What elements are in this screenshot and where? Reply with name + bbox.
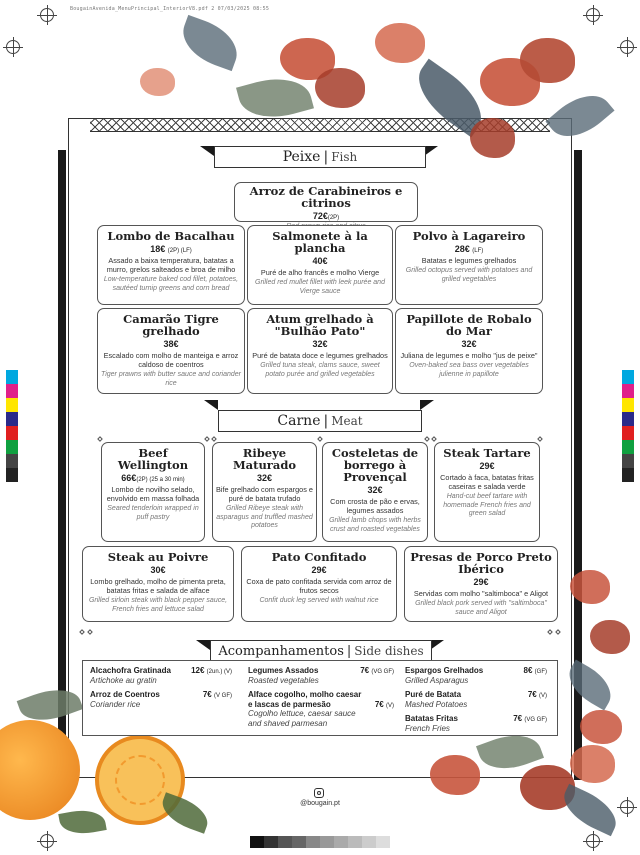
dish-description: Juliana de legumes e molho "jus de peixe" [400, 351, 538, 360]
dish-name: Pato Confitado [271, 550, 367, 564]
dish-english: Grilled tuna steak, clams sauce, sweet potato purée and grilled vegetables [260, 362, 380, 378]
side-dish-price: 7€ [513, 714, 523, 723]
section-banner-carne: Carne | Meat [218, 410, 422, 432]
side-dish-price: 7€ [202, 690, 212, 699]
dish-price: 66€ [121, 473, 137, 483]
instagram-icon [314, 788, 324, 798]
dish-description: Coxa de pato confitada servida com arroz de frutos secos [246, 577, 392, 595]
section-banner-peixe: Peixe | Fish [214, 146, 426, 168]
crop-mark [620, 40, 634, 54]
side-dish-price: 12€ [191, 666, 205, 675]
dish-card [241, 546, 397, 622]
dish-card [101, 442, 205, 542]
dish-card [247, 225, 393, 305]
side-dish-english: French Fries [405, 723, 450, 733]
dish-english: Grilled octopus served with potatoes and grilled vegetables [405, 267, 533, 283]
dish-name: Lombo de Bacalhau [107, 229, 235, 243]
banner-flag-right [424, 146, 438, 156]
crop-mark [586, 834, 600, 848]
dish-description: Bife grelhado com espargos e puré de batata trufado [216, 485, 313, 503]
dish-note: (2P) (LF) [167, 248, 192, 254]
section-subtitle: Side dishes [354, 644, 424, 658]
file-header: BougainAvenida_MenuPrincipal_InteriorV8.pdf 2 07/03/2025 08:55 [70, 6, 270, 12]
side-dish-price: 7€ [374, 700, 384, 709]
section-subtitle: Fish [331, 150, 358, 164]
dish-name: Camarão Tigre grelhado [123, 312, 219, 338]
dish-card [395, 308, 543, 394]
dish-description: Lombo grelhado, molho de pimenta preta, batatas fritas e salada de alface [90, 577, 226, 595]
side-dish-note: (V) [386, 703, 394, 709]
dish-price: 32€ [256, 473, 273, 483]
crop-mark [40, 8, 54, 22]
banner-flag-left [204, 400, 218, 410]
dish-card [212, 442, 317, 542]
color-bar-left [6, 370, 18, 482]
dish-description: Batatas e legumes grelhados [421, 256, 517, 265]
dish-description: Com crosta de pão e ervas, legumes assados [330, 497, 420, 515]
side-dish-item [405, 714, 547, 733]
section-title: Acompanhamentos [218, 643, 344, 659]
dish-price: 32€ [312, 339, 328, 349]
bougainvillea-bottom-illustration [410, 735, 630, 835]
dish-name: Arroz de Carabineiros e citrinos [249, 184, 403, 210]
side-dish-note: (GF) [534, 669, 547, 675]
dish-english: Grilled red mullet fillet with leek purée and Vierge sauce [255, 279, 385, 295]
dish-card [322, 442, 428, 542]
bougainvillea-right-illustration [560, 560, 640, 750]
featured-dish-card [234, 182, 418, 222]
side-dish-name: Batatas Fritas [405, 714, 458, 723]
dish-note: (LF) [472, 248, 484, 254]
dish-description: Puré de batata doce e legumes grelhados [252, 351, 388, 360]
side-dish-name: Arroz de Coentros [90, 690, 160, 699]
side-dish-note: (VG GF) [371, 669, 394, 675]
dish-card [97, 308, 245, 394]
side-dish-name: Alface cogolho, molho caesar e lascas de parmesão [248, 690, 362, 709]
side-dish-name: Espargos Grelhados [405, 666, 484, 675]
dish-english: Tiger prawns with butter sauce and coriander rice [101, 371, 242, 387]
dish-english: Grilled black pork served with "saltimboca" sauce and Aligot [415, 600, 547, 616]
side-dish-item [248, 690, 394, 728]
dish-english: Grilled lamb chops with herbs crust and roasted vegetables [329, 517, 421, 533]
frame-left-border [58, 150, 66, 780]
dish-name: Costeletas de borrego à Provençal [331, 446, 419, 484]
dish-english: Oven-baked sea bass over vegetables julienne in papillote [409, 362, 529, 378]
dish-card [434, 442, 540, 542]
dish-price: 30€ [150, 565, 166, 575]
side-dish-item [90, 666, 232, 685]
dish-description: Escalado com molho de manteiga e arroz caldoso de coentros [103, 351, 239, 369]
instagram-handle[interactable]: @bougain.pt [300, 800, 340, 807]
side-dish-english: Roasted vegetables [248, 675, 319, 685]
side-dish-note: (V) [539, 693, 547, 699]
section-subtitle: Meat [331, 414, 363, 428]
side-dish-item [90, 690, 232, 709]
side-dish-note: (2un.) (V) [206, 669, 232, 675]
dish-name: Ribeye Maturado [232, 446, 297, 472]
section-banner-sides: Acompanhamentos | Side dishes [210, 640, 432, 662]
side-dish-name: Puré de Batata [405, 690, 462, 699]
dish-english: Hand-cut beef tartare with homemade French fries and green salad [443, 493, 531, 518]
dish-name: Steak Tartare [443, 446, 531, 460]
banner-flag-right [430, 640, 444, 650]
dish-price: 72€ [312, 211, 328, 221]
side-dish-name: Alcachofra Gratinada [90, 666, 171, 675]
dish-description: Lombo de novilho selado, envolvido em massa folhada [106, 485, 200, 503]
side-dish-english: Mashed Potatoes [405, 699, 468, 709]
dish-name: Beef Wellington [117, 446, 189, 472]
dish-name: Steak au Poivre [107, 550, 209, 564]
side-dish-english: Grilled Asparagus [405, 675, 469, 685]
dish-price: 29€ [311, 565, 327, 575]
dish-description: Servidas com molho "saltimboca" e Aligot [413, 589, 549, 598]
grayscale-bar [250, 836, 390, 848]
dish-note: (2P) (25 a 30 min) [136, 477, 185, 483]
dish-english: Grilled Ribeye steak with asparagus and truffled mashed potatoes [216, 505, 313, 530]
banner-flag-left [196, 640, 210, 650]
section-title: Carne [277, 413, 321, 429]
side-dish-note: (VG GF) [524, 717, 547, 723]
dish-price: 32€ [461, 339, 477, 349]
dish-price: 38€ [163, 339, 179, 349]
side-dish-note: (V GF) [214, 693, 232, 699]
crop-mark [6, 40, 20, 54]
side-dish-item [248, 666, 394, 685]
dish-price: 40€ [312, 256, 328, 266]
dish-card [82, 546, 234, 622]
dish-price: 18€ [150, 244, 166, 254]
side-dish-english: Artichoke au gratin [90, 675, 157, 685]
section-title: Peixe [282, 149, 321, 165]
dish-english: Low-temperature baked cod fillet, potatoes, sautéed turnip greens and corn bread [103, 276, 239, 292]
dish-description: Cortado à faca, batatas fritas caseiras e salada verde [440, 473, 534, 491]
dish-card [404, 546, 558, 622]
dish-name: Atum grelhado à "Bulhão Pato" [266, 312, 374, 338]
side-dish-item [405, 666, 547, 685]
dish-card [247, 308, 393, 394]
banner-flag-left [200, 146, 214, 156]
dish-description: Puré de alho francês e molho Vierge [260, 268, 380, 277]
color-bar-right [622, 370, 634, 482]
side-dish-english: Coriander rice [90, 699, 141, 709]
dish-price: 29€ [473, 577, 489, 587]
dish-price: 32€ [367, 485, 383, 495]
dish-name: Presas de Porco Preto Ibérico [410, 550, 552, 576]
side-dish-price: 7€ [360, 666, 370, 675]
side-dish-name: Legumes Assados [248, 666, 319, 675]
banner-flag-right [420, 400, 434, 410]
dish-price: 29€ [479, 461, 495, 471]
dish-card [395, 225, 543, 305]
dish-name: Salmonete à la plancha [272, 229, 368, 255]
side-dish-price: 7€ [527, 690, 537, 699]
dish-price: 28€ [454, 244, 470, 254]
dish-name: Papillote de Robalo do Mar [406, 312, 532, 338]
dish-card [97, 225, 245, 305]
side-dish-english: Cogolho lettuce, caesar sauce and shaved parmesan [248, 709, 356, 728]
dish-note: (2P) [327, 215, 340, 221]
side-dish-price: 8€ [523, 666, 533, 675]
dish-english: Seared tenderloin wrapped in puff pastry [107, 505, 199, 521]
side-dish-item [405, 690, 547, 709]
dish-english: Grilled sirloin steak with black pepper sauce, French fries and lettuce salad [88, 597, 228, 613]
dish-name: Polvo à Lagareiro [412, 229, 526, 243]
dish-english: Confit duck leg served with walnut rice [259, 597, 379, 604]
dish-description: Assado a baixa temperatura, batatas a murro, grelos salteados e broa de milho [106, 256, 236, 274]
